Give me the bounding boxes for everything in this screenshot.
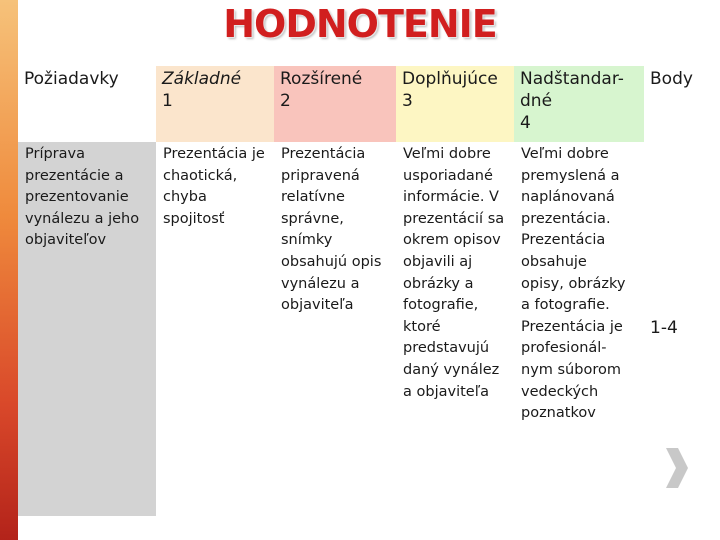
- extended-line: správne,: [281, 210, 344, 227]
- extended-line: vynálezu a: [281, 275, 360, 292]
- left-accent-bar: [0, 0, 18, 540]
- supplementary-line: okrem opisov: [403, 232, 501, 249]
- above-standard-line: a fotografie.: [521, 297, 610, 314]
- page-title: HODNOTENIE: [223, 2, 497, 46]
- header-supplementary-number: 3: [402, 91, 413, 111]
- chevron-right-icon[interactable]: [662, 446, 690, 490]
- supplementary-line: objavili aj: [403, 253, 473, 270]
- extended-line: pripravená: [281, 167, 360, 184]
- requirement-line: Príprava: [25, 146, 85, 162]
- header-basic-number: 1: [162, 91, 173, 111]
- supplementary-line: predstavujú: [403, 340, 490, 357]
- extended-line: Prezentácia: [281, 146, 366, 162]
- header-above-standard: [514, 66, 644, 142]
- header-supplementary: [396, 66, 514, 142]
- header-above-standard-line1: Nadštandar-: [520, 69, 624, 89]
- cell-above-standard: [514, 142, 644, 516]
- header-extended-label: Rozšírené: [280, 69, 363, 89]
- above-standard-line: Prezentácia je: [521, 318, 623, 335]
- supplementary-line: a objaviteľa: [403, 383, 490, 400]
- requirement-line: objaviteľov: [25, 232, 107, 249]
- supplementary-line: daný vynález: [403, 361, 500, 378]
- header-above-standard-number: 4: [520, 113, 531, 133]
- above-standard-line: obsahuje: [521, 253, 587, 270]
- header-supplementary-label: Doplňujúce: [402, 69, 498, 89]
- cell-extended: [274, 142, 396, 516]
- basic-line: Prezentácia je: [163, 146, 265, 162]
- above-standard-line: vedeckých: [521, 383, 599, 400]
- basic-line: spojitosť: [163, 210, 225, 227]
- supplementary-line: obrázky a: [403, 275, 474, 292]
- above-standard-line: Prezentácia: [521, 232, 606, 249]
- header-points-label: Body: [650, 69, 693, 89]
- extended-line: snímky: [281, 232, 333, 249]
- header-above-standard-line2: dné: [520, 91, 553, 111]
- basic-line: chyba: [163, 189, 207, 206]
- supplementary-line: fotografie,: [403, 297, 479, 314]
- cell-basic: [156, 142, 274, 516]
- supplementary-line: ktoré: [403, 318, 441, 335]
- above-standard-line: premyslená a: [521, 167, 620, 184]
- above-standard-line: naplánovaná: [521, 189, 615, 206]
- header-basic: [156, 66, 274, 142]
- extended-line: relatívne: [281, 189, 345, 206]
- above-standard-line: prezentácia.: [521, 210, 611, 227]
- header-points: [644, 66, 720, 142]
- above-standard-line: poznatkov: [521, 405, 596, 422]
- header-extended: [274, 66, 396, 142]
- supplementary-line: usporiadané: [403, 167, 493, 184]
- basic-line: chaotická,: [163, 167, 238, 184]
- header-basic-label: Základné: [162, 69, 242, 89]
- above-standard-line: opisy, obrázky: [521, 275, 626, 292]
- above-standard-line: nym súborom: [521, 361, 621, 378]
- header-requirements: [18, 66, 156, 142]
- points-value: 1-4: [650, 318, 678, 338]
- cell-supplementary: [396, 142, 514, 516]
- requirement-line: prezentovanie: [25, 189, 129, 206]
- above-standard-line: Veľmi dobre: [521, 146, 609, 162]
- header-requirements-label: Požiadavky: [24, 69, 119, 89]
- extended-line: objaviteľa: [281, 297, 354, 314]
- supplementary-line: prezentácií sa: [403, 210, 505, 227]
- supplementary-line: Veľmi dobre: [403, 146, 491, 162]
- supplementary-line: informácie. V: [403, 189, 499, 206]
- extended-line: obsahujú opis: [281, 253, 382, 270]
- header-extended-number: 2: [280, 91, 291, 111]
- requirement-line: vynálezu a jeho: [25, 210, 140, 227]
- cell-requirement: [18, 142, 156, 516]
- requirement-line: prezentácie a: [25, 167, 124, 184]
- above-standard-line: profesionál-: [521, 340, 607, 357]
